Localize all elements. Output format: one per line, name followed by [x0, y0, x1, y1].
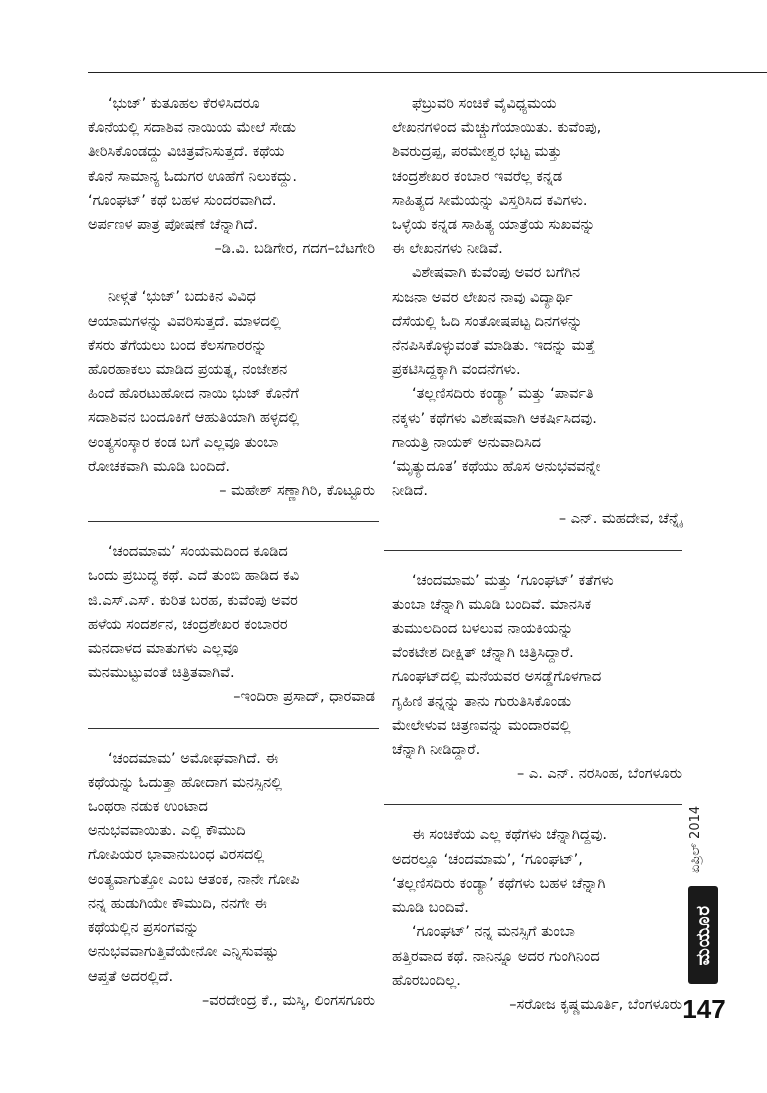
masthead — [688, 800, 718, 990]
letter-line: ಗೃಹಿಣಿ ತನ್ನನ್ನು ತಾನು ಗುರುತಿಸಿಕೊಂಡು — [392, 693, 572, 710]
letter-line: ಸಾಹಿತ್ಯದ ಸೀಮೆಯನ್ನು ವಿಸ್ತರಿಸಿದ ಕವಿಗಳು. — [392, 192, 588, 209]
letter-line: ಗೂಂಘಟ್‌ದಲ್ಲಿ ಮನೆಯವರ ಅಸಡ್ಡೆಗೊಳಗಾದ — [392, 669, 602, 686]
left-column — [88, 92, 375, 1013]
letter-signature: –ಇಂದಿರಾ ಪ್ರಸಾದ್, ಧಾರವಾಡ — [233, 689, 375, 706]
issue-date: ಏಪ್ರಿಲ್ 2014 — [688, 805, 703, 873]
letter — [392, 823, 682, 920]
letter-signature: –ಸರೋಜ ಕೃಷ್ಣಮೂರ್ತಿ, ಬೆಂಗಳೂರು — [509, 996, 682, 1013]
right-column — [392, 92, 682, 1017]
letter-line: ಹೊರಹಾಕಲು ಮಾಡಿದ ಪ್ರಯತ್ನ, ನಂಜೇಶನ — [88, 362, 288, 379]
letter — [392, 261, 682, 382]
letter-divider — [88, 521, 379, 522]
letter-line: ಅರ್ಪಣಳ ಪಾತ್ರ ಪೋಷಣೆ ಚೆನ್ನಾಗಿದೆ. — [88, 217, 258, 234]
letter-line: ಕೊನೆಯಲ್ಲಿ ಸದಾಶಿವ ನಾಯಿಯ ಮೇಲೆ ಸೇಡು — [88, 120, 297, 137]
letter-signature: –ಡಿ.ವಿ. ಬಡಿಗೇರ, ಗದಗ–ಬೆಟಗೇರಿ — [214, 241, 375, 258]
letter-line: ‘ಭುಜ್’ ಕುತೂಹಲ ಕೆರಳಿಸಿದರೂ — [108, 96, 260, 112]
letter-line: ಮನಮುಟ್ಟುವಂತೆ ಚಿತ್ರಿತವಾಗಿವೆ. — [88, 665, 235, 682]
letter-line: ಕೊನೆ ಸಾಮಾನ್ಯ ಓದುಗರ ಊಹೆಗೆ ನಿಲುಕದ್ದು. — [88, 168, 298, 185]
letter-line: ಅದರಲ್ಲೂ ‘ಚಂದಮಾಮ’, ‘ಗೂಂಘಟ್’, — [392, 851, 583, 868]
letter-line: ತೀರಿಸಿಕೊಂಡದ್ದು ವಿಚಿತ್ರವೆನಿಸುತ್ತದೆ. ಕಥೆಯ — [88, 144, 285, 161]
letter — [392, 920, 682, 1017]
letter-signature: – ಎನ್. ಮಹದೇವ, ಚೆನ್ನೈ — [558, 511, 682, 528]
letter-line: ಅನುಭವವಾಯಿತು. ಎಲ್ಲಿ ಕೌಮುದಿ — [88, 823, 246, 840]
letter — [88, 285, 375, 503]
letter-line: ನೆನಪಿಸಿಕೊಳ್ಳುವಂತೆ ಮಾಡಿತು. ಇದನ್ನು ಮತ್ತೆ — [392, 338, 595, 355]
letter-line: ಈ ಲೇಖನಗಳು ನೀಡಿವೆ. — [392, 241, 503, 258]
letter-line: ‘ತಲ್ಲಣಿಸದಿರು ಕಂಡ್ಯಾ’ ಮತ್ತು ‘ಪಾರ್ವತಿ — [412, 386, 594, 403]
letter-line: ‘ಗೂಂಘಟ್’ ಕಥೆ ಬಹಳ ಸುಂದರವಾಗಿದೆ. — [88, 192, 277, 209]
letter-line: ಒಳ್ಳೆಯ ಕನ್ನಡ ಸಾಹಿತ್ಯ ಯಾತ್ರೆಯ ಸುಖವನ್ನು — [392, 217, 596, 234]
letter-line: ಆಪ್ತತೆ ಅದರಲ್ಲಿದೆ. — [88, 968, 174, 985]
letter-divider — [384, 550, 682, 551]
letter-line: ಅಂತ್ಯವಾಗುತ್ತೋ ಎಂಬ ಆತಂಕ, ನಾನೇ ಗೋಪಿ — [88, 871, 300, 888]
letter — [88, 92, 375, 261]
letter — [392, 569, 682, 787]
letter-line: ಈ ಸಂಚಿಕೆಯ ಎಲ್ಲ ಕಥೆಗಳು ಚೆನ್ನಾಗಿದ್ದವು. — [412, 827, 607, 844]
letter-line: ರೋಚಕವಾಗಿ ಮೂಡಿ ಬಂದಿದೆ. — [88, 458, 231, 475]
letter-line: ‘ಚಂದಮಾಮ’ ಸಂಯಮದಿಂದ ಕೂಡಿದ — [108, 544, 288, 561]
page-number: 147 — [682, 994, 726, 1024]
letter-line: ಕೆಸರು ತೆಗೆಯಲು ಬಂದ ಕೆಲಸಗಾರರನ್ನು — [88, 337, 267, 354]
letter-divider — [88, 728, 379, 729]
letter-line: ಅನುಭವವಾಗುತ್ತಿವೆಯೇನೋ ಎನ್ನಿಸುವಷ್ಟು — [88, 944, 279, 961]
letter-line: ಸದಾಶಿವನ ಬಂದೂಕಿಗೆ ಆಹುತಿಯಾಗಿ ಹಳ್ಳದಲ್ಲಿ — [88, 410, 300, 427]
letter-line: ನೀಳ್ಗತೆ ‘ಭುಜ್’ ಬದುಕಿನ ವಿವಿಧ — [108, 289, 256, 306]
letter — [88, 540, 375, 709]
letter-line: ತುಮುಲದಿಂದ ಬಳಲುವ ನಾಯಕಿಯನ್ನು — [392, 621, 574, 638]
letter-line: ಶಿವರುದ್ರಪ್ಪ, ಪರಮೇಶ್ವರ ಭಟ್ಟ ಮತ್ತು — [392, 144, 562, 161]
letter-line: ಚೆನ್ನಾಗಿ ನೀಡಿದ್ದಾರೆ. — [392, 742, 481, 759]
letter-signature: –ವರದೇಂದ್ರ ಕೆ., ಮಸ್ಕಿ, ಲಿಂಗಸಗೂರು — [202, 992, 375, 1009]
letter-line: ‘ಗೂಂಘಟ್’ ನನ್ನ ಮನಸ್ಸಿಗೆ ತುಂಬಾ — [412, 924, 575, 941]
letter-line: ಚಂದ್ರಶೇಖರ ಕಂಬಾರ ಇವರೆಲ್ಲ ಕನ್ನಡ — [392, 168, 563, 185]
letter-line: ಹತ್ತಿರವಾದ ಕಥೆ. ನಾನಿನ್ನೂ ಅದರ ಗುಂಗಿನಿಂದ — [392, 948, 600, 965]
letter-line: ನನ್ನ ಹುಡುಗಿಯೇ ಕೌಮುದಿ, ನನಗೇ ಈ — [88, 895, 267, 912]
letter-line: ನಕ್ಕಳು’ ಕಥೆಗಳು ವಿಶೇಷವಾಗಿ ಆಕರ್ಷಿಸಿದವು. — [392, 410, 597, 427]
letter-line: ಹಿಂದೆ ಹೊರಟುಹೋದ ನಾಯಿ ಭುಜ್ ಕೊನೆಗೆ — [88, 386, 299, 403]
letter-line: ಕಥೆಯಲ್ಲಿನ ಪ್ರಸಂಗವನ್ನು — [88, 920, 200, 937]
letter-line: ಪ್ರಕಟಿಸಿದ್ದಕ್ಕಾಗಿ ವಂದನೆಗಳು. — [392, 362, 521, 379]
letter-line: ಮೂಡಿ ಬಂದಿವೆ. — [392, 900, 469, 917]
letter-line: ‘ಚಂದಮಾಮ’ ಅಮೋಘವಾಗಿದೆ. ಈ — [108, 750, 279, 767]
letter-line: ಒಂದು ಪ್ರಬುದ್ಧ ಕಥೆ. ಎದೆ ತುಂಬಿ ಹಾಡಿದ ಕವಿ — [88, 568, 300, 585]
letter-line: ಮನದಾಳದ ಮಾತುಗಳು ಎಲ್ಲವೂ — [88, 641, 239, 658]
letter-line: ಹೊರಬಂದಿಲ್ಲ. — [392, 972, 461, 989]
letter — [88, 747, 375, 1013]
magazine-logo — [688, 886, 718, 984]
magazine-title: ಮಯೂರ — [692, 904, 714, 966]
letter-signature: – ಎ. ಎನ್. ನರಸಿಂಹ, ಬೆಂಗಳೂರು — [517, 766, 682, 783]
letter-line: ಫೆಬ್ರುವರಿ ಸಂಚಿಕೆ ವೈವಿಧ್ಯಮಯ — [412, 96, 557, 112]
letter-line: ತುಂಬಾ ಚೆನ್ನಾಗಿ ಮೂಡಿ ಬಂದಿವೆ. ಮಾನಸಿಕ — [392, 596, 592, 613]
letter-line: ‘ಚಂದಮಾಮ’ ಮತ್ತು ‘ಗೂಂಘಟ್’ ಕತೆಗಳು — [412, 572, 614, 589]
letter — [392, 382, 682, 531]
letter-line: ಸುಜನಾ ಅವರ ಲೇಖನ ನಾವು ವಿದ್ಯಾರ್ಥಿ — [392, 289, 573, 306]
letter-signature: – ಮಹೇಶ್ ಸಣ್ಣಾಗಿರಿ, ಕೊಟ್ಟೂರು — [219, 483, 375, 500]
top-rule — [88, 72, 767, 73]
letter-line: ವಿಶೇಷವಾಗಿ ಕುವೆಂಪು ಅವರ ಬಗೆಗಿನ — [412, 265, 581, 282]
letter-line: ಒಂಥರಾ ನಡುಕ ಉಂಟಾದ — [88, 799, 208, 816]
letter-line: ‘ಮೃತ್ಯುದೂತ’ ಕಥೆಯು ಹೊಸ ಅನುಭವವನ್ನೇ — [392, 459, 601, 476]
letter-line: ಕಥೆಯನ್ನು ಓದುತ್ತಾ ಹೋದಾಗ ಮನಸ್ಸಿನಲ್ಲಿ — [88, 774, 283, 791]
letter-line: ಆಯಾಮಗಳನ್ನು ವಿವರಿಸುತ್ತದೆ. ಮಾಳದಲ್ಲಿ — [88, 313, 281, 330]
letter-line: ವೆಂಕಟೇಶ ದೀಕ್ಷಿತ್ ಚೆನ್ನಾಗಿ ಚಿತ್ರಿಸಿದ್ದಾರೆ. — [392, 645, 574, 662]
letter-line: ಜಿ.ಎಸ್.ಎಸ್. ಕುರಿತ ಬರಹ, ಕುವೆಂಪು ಅವರ — [88, 592, 298, 609]
letter-line: ನೀಡಿದೆ. — [392, 483, 428, 500]
letter-divider — [384, 804, 682, 805]
letter-line: ‘ತಲ್ಲಣಿಸದಿರು ಕಂಡ್ಯಾ’ ಕಥೆಗಳು ಬಹಳ ಚೆನ್ನಾಗಿ — [392, 875, 606, 892]
letter-line: ಗಾಯತ್ರಿ ನಾಯಕ್ ಅನುವಾದಿಸಿದ — [392, 434, 542, 451]
letter-line: ಮೇಲೇಳುವ ಚಿತ್ರಣವನ್ನು ಮಂದಾರವಲ್ಲಿ — [392, 717, 571, 734]
letter-line: ದೆಸೆಯಲ್ಲಿ ಓದಿ ಸಂತೋಷಪಟ್ಟ ದಿನಗಳನ್ನು — [392, 313, 583, 330]
letter-line: ಗೋಪಿಯರ ಭಾವಾನುಬಂಧ ವಿರಸದಲ್ಲಿ — [88, 847, 265, 864]
letter-line: ಅಂತ್ಯಸಂಸ್ಕಾರ ಕಂಡ ಬಗೆ ಎಲ್ಲವೂ ತುಂಬಾ — [88, 434, 279, 451]
letter-line: ಹಳೆಯ ಸಂದರ್ಶನ, ಚಂದ್ರಶೇಖರ ಕಂಬಾರರ — [88, 616, 288, 633]
letter — [392, 92, 682, 261]
letter-line: ಲೇಖನಗಳಿಂದ ಮೆಚ್ಚುಗೆಯಾಯಿತು. ಕುವೆಂಪು, — [392, 120, 602, 137]
